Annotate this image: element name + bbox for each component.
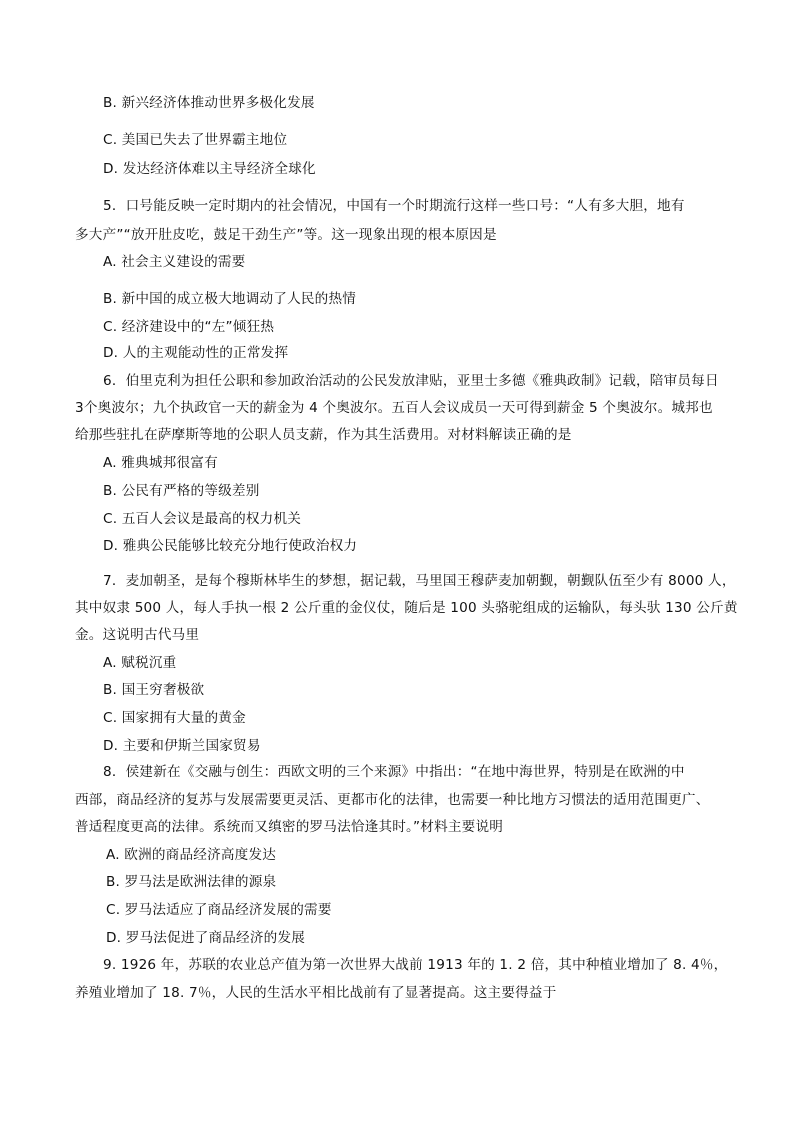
q5-stem-line-1: 5．口号能反映一定时期内的社会情况，中国有一个时期流行这样一些口号：“人有多大胆，地有: [103, 198, 685, 214]
q8-option-d: D. 罗马法促进了商品经济的发展: [106, 930, 306, 946]
q8-option-a: A. 欧洲的商品经济高度发达: [106, 847, 277, 863]
q7-stem-line-1: 7．麦加朝圣，是每个穆斯林毕生的梦想，据记载，马里国王穆萨麦加朝觐，朝觐队伍至少有 8000 人，: [103, 573, 736, 589]
q4-option-b: B. 新兴经济体推动世界多极化发展: [103, 95, 315, 111]
q6-option-c: C. 五百人会议是最高的权力机关: [103, 511, 302, 527]
q7-stem-line-2: 其中奴隶 500 人，每人手执一根 2 公斤重的金仪仗，随后是 100 头骆驼组成的运输队，每头驮 130 公斤黄: [75, 600, 738, 616]
q8-option-c: C. 罗马法适应了商品经济发展的需要: [106, 902, 332, 918]
q5-option-c: C. 经济建设中的“左”倾狂热: [103, 319, 275, 335]
q5-option-b: B. 新中国的成立极大地调动了人民的热情: [103, 291, 357, 307]
q4-option-c: C. 美国已失去了世界霸主地位: [103, 132, 288, 148]
q5-stem-line-2: 多大产”“放开肚皮吃，鼓足干劲生产”等。这一现象出现的根本原因是: [75, 227, 497, 243]
q7-option-c: C. 国家拥有大量的黄金: [103, 710, 246, 726]
q5-option-a: A. 社会主义建设的需要: [103, 254, 246, 270]
q7-option-a: A. 赋税沉重: [103, 655, 177, 671]
q7-option-b: B. 国王穷奢极欲: [103, 682, 205, 698]
q8-stem-line-2: 西部，商品经济的复苏与发展需要更灵活、更都市化的法律，也需要一种比地方习惯法的适用范围更广、: [75, 792, 710, 808]
q8-option-b: B. 罗马法是欧洲法律的源泉: [106, 874, 277, 890]
q6-option-d: D. 雅典公民能够比较充分地行使政治权力: [103, 538, 358, 554]
q6-option-a: A. 雅典城邦很富有: [103, 455, 218, 471]
q8-stem-line-1: 8．侯建新在《交融与创生：西欧文明的三个来源》中指出：“在地中海世界，特别是在欧洲的中: [103, 764, 685, 780]
q8-stem-line-3: 普适程度更高的法律。系统而又缜密的罗马法恰逢其时。”材料主要说明: [75, 819, 504, 835]
q4-option-d: D. 发达经济体难以主导经济全球化: [103, 161, 316, 177]
q9-stem-line-2: 养殖业增加了 18. 7％，人民的生活水平相比战前有了显著提高。这主要得益于: [75, 985, 557, 1001]
q7-option-d: D. 主要和伊斯兰国家贸易: [103, 738, 261, 754]
q6-stem-line-2: 3个奥波尔；九个执政官一天的薪金为 4 个奥波尔。五百人会议成员一天可得到薪金 5 个奥波尔。城邦也: [75, 400, 713, 416]
q7-stem-line-3: 金。这说明古代马里: [75, 627, 200, 643]
q6-stem-line-3: 给那些驻扎在萨摩斯等地的公职人员支薪，作为其生活费用。对材料解读正确的是: [75, 427, 572, 443]
q6-stem-line-1: 6．伯里克利为担任公职和参加政治活动的公民发放津贴，亚里士多德《雅典政制》记载，陪审员每日: [103, 373, 719, 389]
q9-stem-line-1: 9. 1926 年，苏联的农业总产值为第一次世界大战前 1913 年的 1. 2 倍，其中种植业增加了 8. 4％，: [103, 957, 728, 973]
q6-option-b: B. 公民有严格的等级差别: [103, 483, 260, 499]
q5-option-d: D. 人的主观能动性的正常发挥: [103, 345, 289, 361]
